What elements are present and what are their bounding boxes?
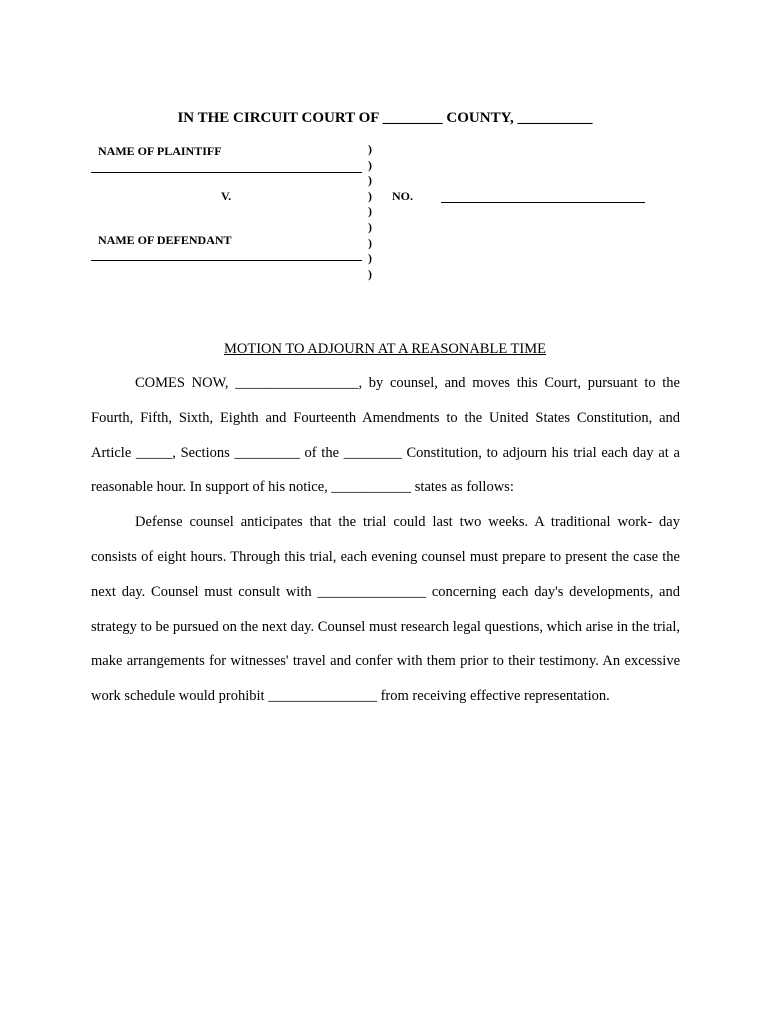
versus-label: V. [221,189,232,203]
plaintiff-label: NAME OF PLAINTIFF [98,144,222,158]
motion-body [91,366,680,714]
motion-paragraph-2: Defense counsel anticipates that the trial could last two weeks. A traditional work- day consists of eight hours. Through this trial, each evening counsel must prepare to present the case the next day. Counsel must consult with _______________ concerning each day's developments, and strategy to be pursued on the next day. Counsel must research legal questions, which arise in the trial, make arrangements for witnesses' travel and confer with them prior to their testimony. An excessive work schedule would prohibit _______________ from receiving effective representation. [91,514,680,705]
motion-title: MOTION TO ADJOURN AT A REASONABLE TIME [224,341,546,357]
defendant-label: NAME OF DEFENDANT [98,233,232,247]
case-number-label: NO. [392,189,413,203]
plaintiff-signature-line [91,172,362,173]
paren: ) [368,142,372,156]
paren: ) [368,235,372,250]
defendant-signature-line [91,260,362,261]
paren: ) [368,219,372,234]
paren: ) [368,251,372,266]
paren: ) [368,188,372,203]
caption-parentheses [368,142,372,282]
paren: ) [368,266,372,281]
paren: ) [368,204,372,219]
paren: ) [368,157,372,172]
paren: ) [368,173,372,188]
court-title: IN THE CIRCUIT COURT OF ________ COUNTY, __________ [177,110,593,126]
case-number-line [441,202,645,203]
motion-paragraph-1: COMES NOW, _________________, by counsel, and moves this Court, pursuant to the Fourth, Fifth, Sixth, Eighth and Fourteenth Amendments to the United States Constitution, and Article _____, Sections _________ of the ________ Constitution, to adjourn his trial each day at a reasonable hour. In support of his notice, ___________ states as follows: [91,375,680,496]
